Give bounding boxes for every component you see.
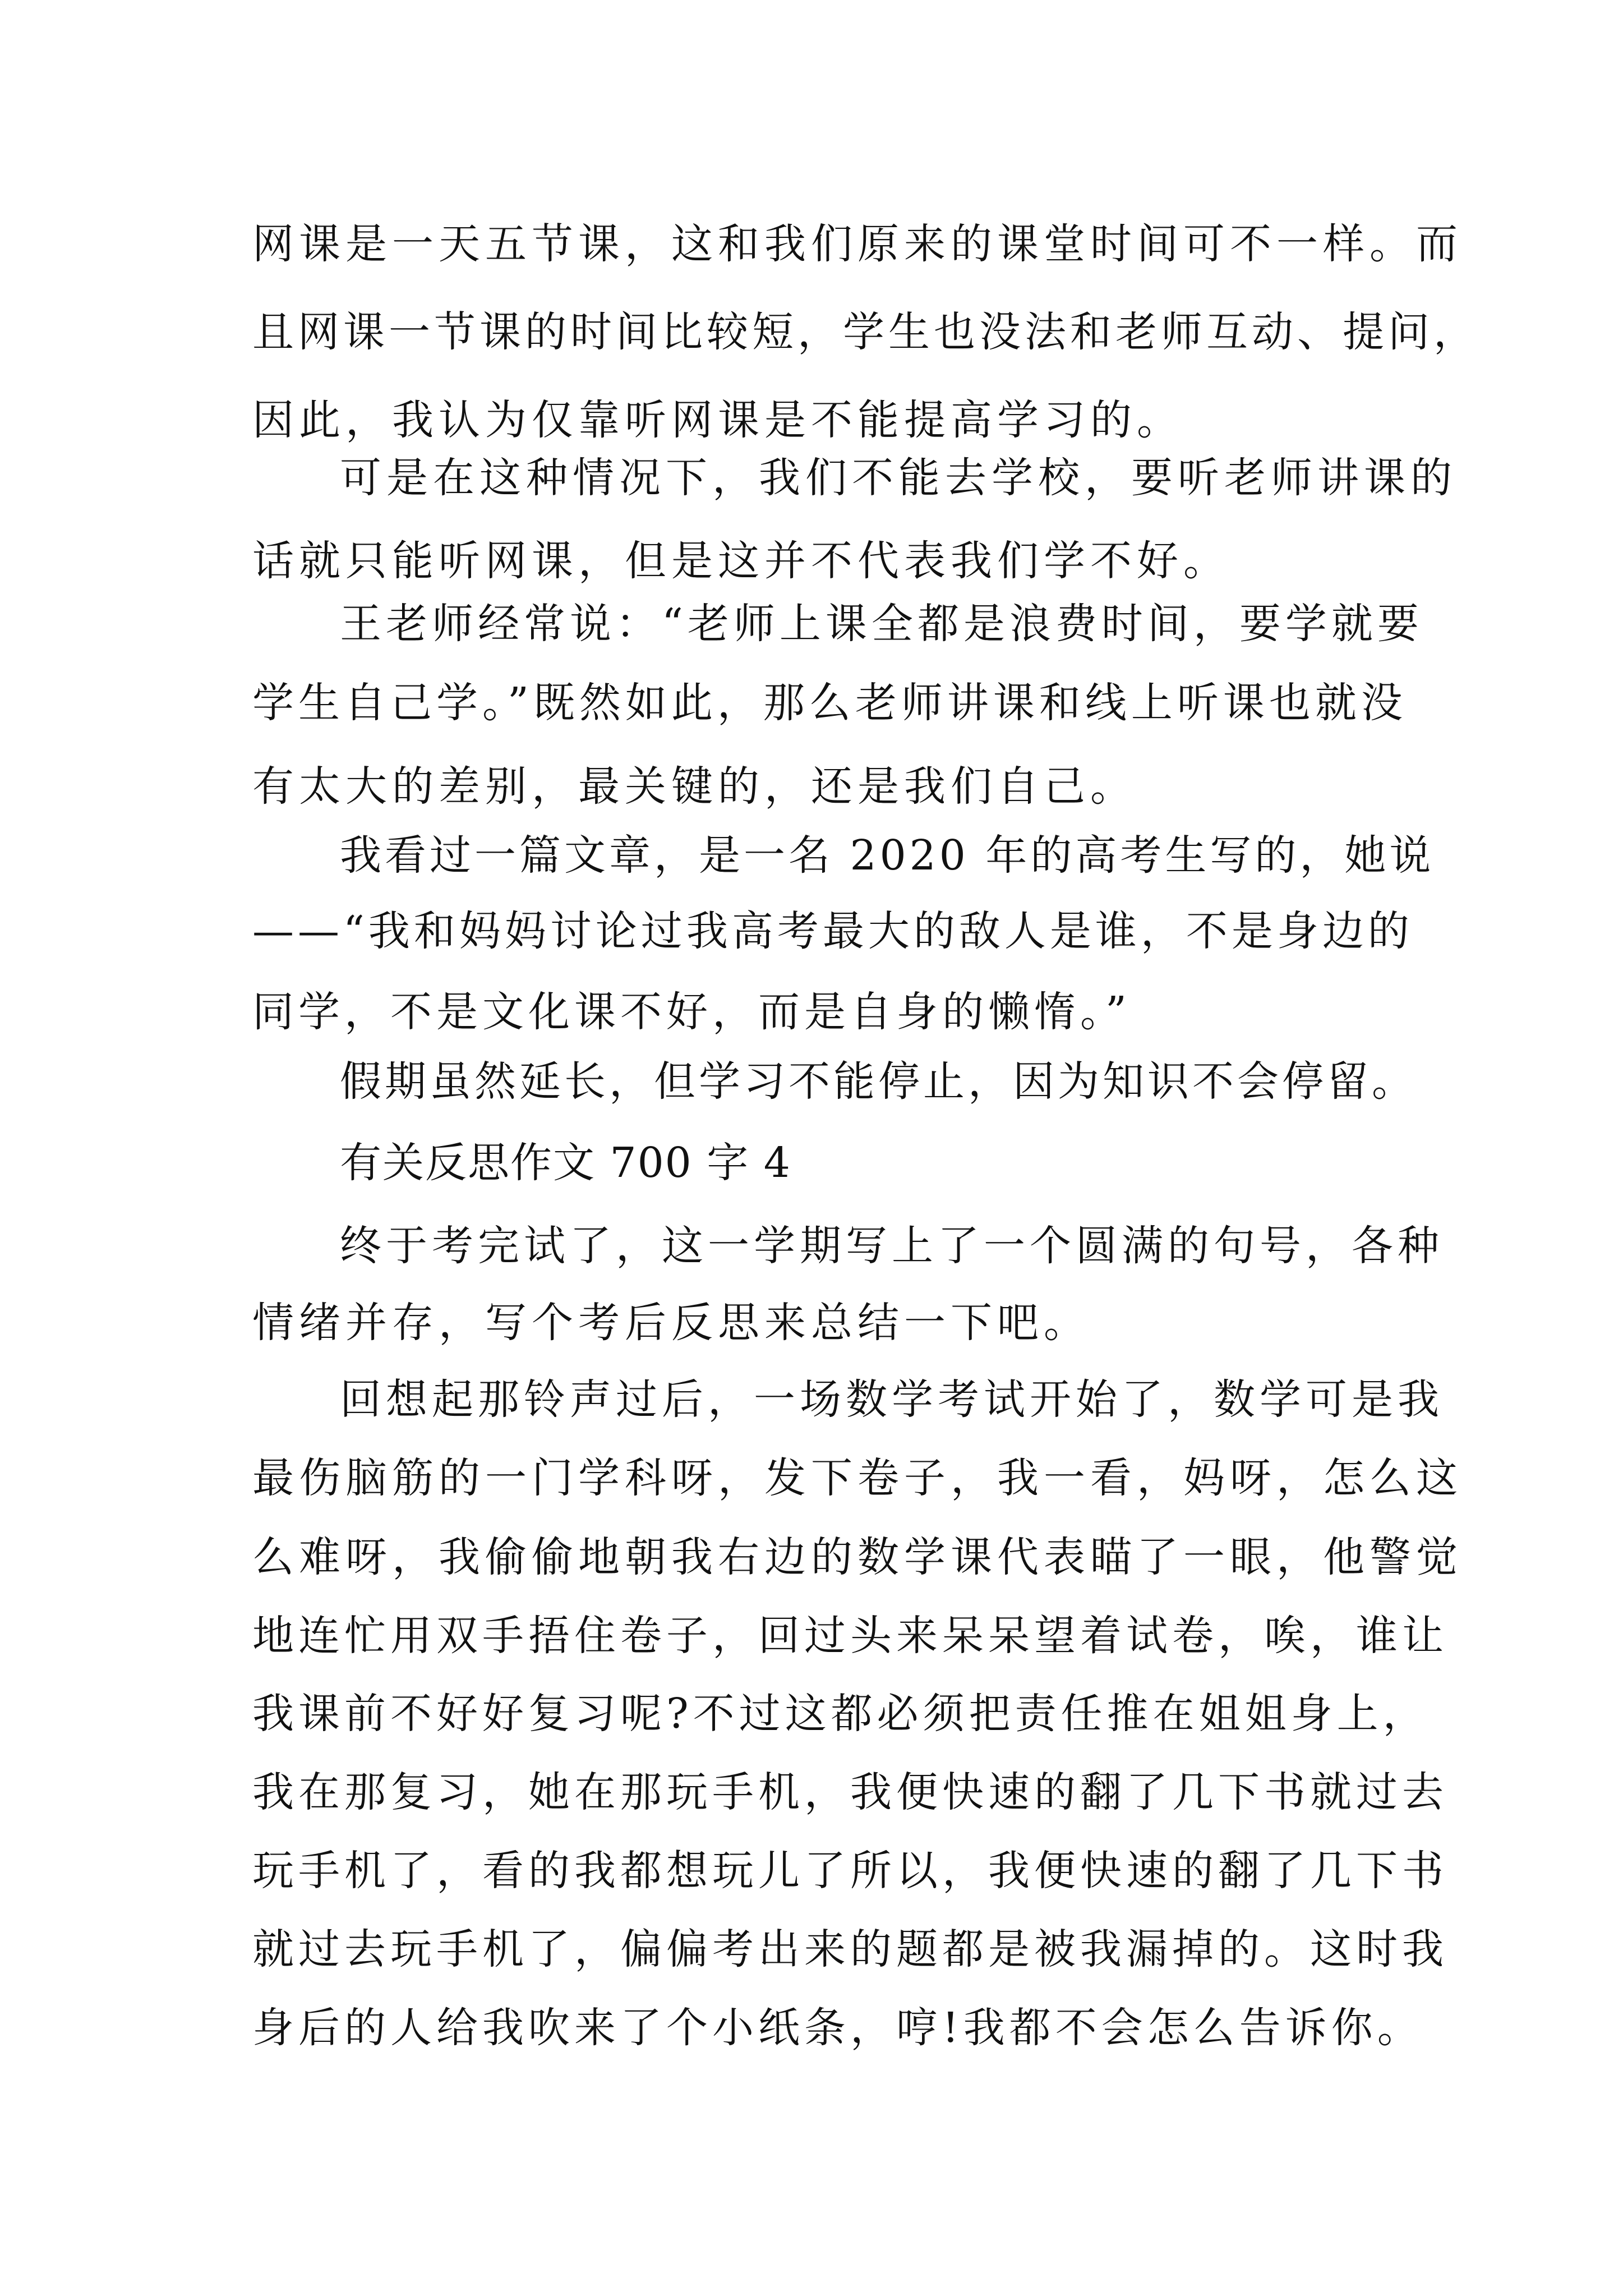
- text-line: 最伤脑筋的一门学科呀，发下卷子，我一看，妈呀，怎么这: [252, 1454, 1463, 1502]
- text-line: 身后的人给我吹来了个小纸条，哼!我都不会怎么告诉你。: [252, 2004, 1423, 2052]
- text-line: 有太大的差别，最关键的，还是我们自己。: [252, 762, 1137, 811]
- text-line: 情绪并存，写个考后反思来总结一下吧。: [252, 1299, 1090, 1347]
- text-line: 回想起那铃声过后，一场数学考试开始了，数学可是我: [340, 1375, 1444, 1424]
- section-heading: 有关反思作文 700 字 4: [340, 1139, 791, 1187]
- text-line: 王老师经常说：“老师上课全都是浪费时间，要学就要: [340, 600, 1423, 648]
- text-line: 我看过一篇文章，是一名 2020 年的高考生写的，她说: [340, 831, 1435, 880]
- text-line: 终于考完试了，这一学期写上了一个圆满的句号，各种: [340, 1222, 1444, 1270]
- text-line: 就过去玩手机了，偏偏考出来的题都是被我漏掉的。这时我: [252, 1925, 1448, 1973]
- text-line: 网课是一天五节课，这和我们原来的课堂时间可不一样。而: [252, 220, 1463, 268]
- text-line: 假期虽然延长，但学习不能停止，因为知识不会停留。: [340, 1057, 1417, 1106]
- text-line: 地连忙用双手捂住卷子，回过头来呆呆望着试卷，唉，谁让: [252, 1612, 1448, 1660]
- text-line: 我在那复习，她在那玩手机，我便快速的翻了几下书就过去: [252, 1768, 1448, 1816]
- text-line: 么难呀，我偷偷地朝我右边的数学课代表瞄了一眼，他警觉: [252, 1533, 1463, 1581]
- text-line: 且网课一节课的时间比较短，学生也没法和老师互动、提问，: [252, 308, 1479, 356]
- text-line: 可是在这种情况下，我们不能去学校，要听老师讲课的: [340, 454, 1457, 502]
- text-line: 同学，不是文化课不好，而是自身的懒惰。”: [252, 988, 1131, 1036]
- text-line: 因此，我认为仅靠听网课是不能提高学习的。: [252, 396, 1183, 444]
- text-line: 我课前不好好复习呢?不过这都必须把责任推在姐姐身上，: [252, 1690, 1429, 1738]
- text-line: 话就只能听网课，但是这并不代表我们学不好。: [252, 537, 1230, 585]
- text-line: 学生自己学。”既然如此，那么老师讲课和线上听课也就没: [252, 679, 1407, 727]
- text-line: ——“我和妈妈讨论过我高考最大的敌人是谁，不是身边的: [252, 907, 1413, 955]
- text-line: 玩手机了，看的我都想玩儿了所以，我便快速的翻了几下书: [252, 1847, 1448, 1895]
